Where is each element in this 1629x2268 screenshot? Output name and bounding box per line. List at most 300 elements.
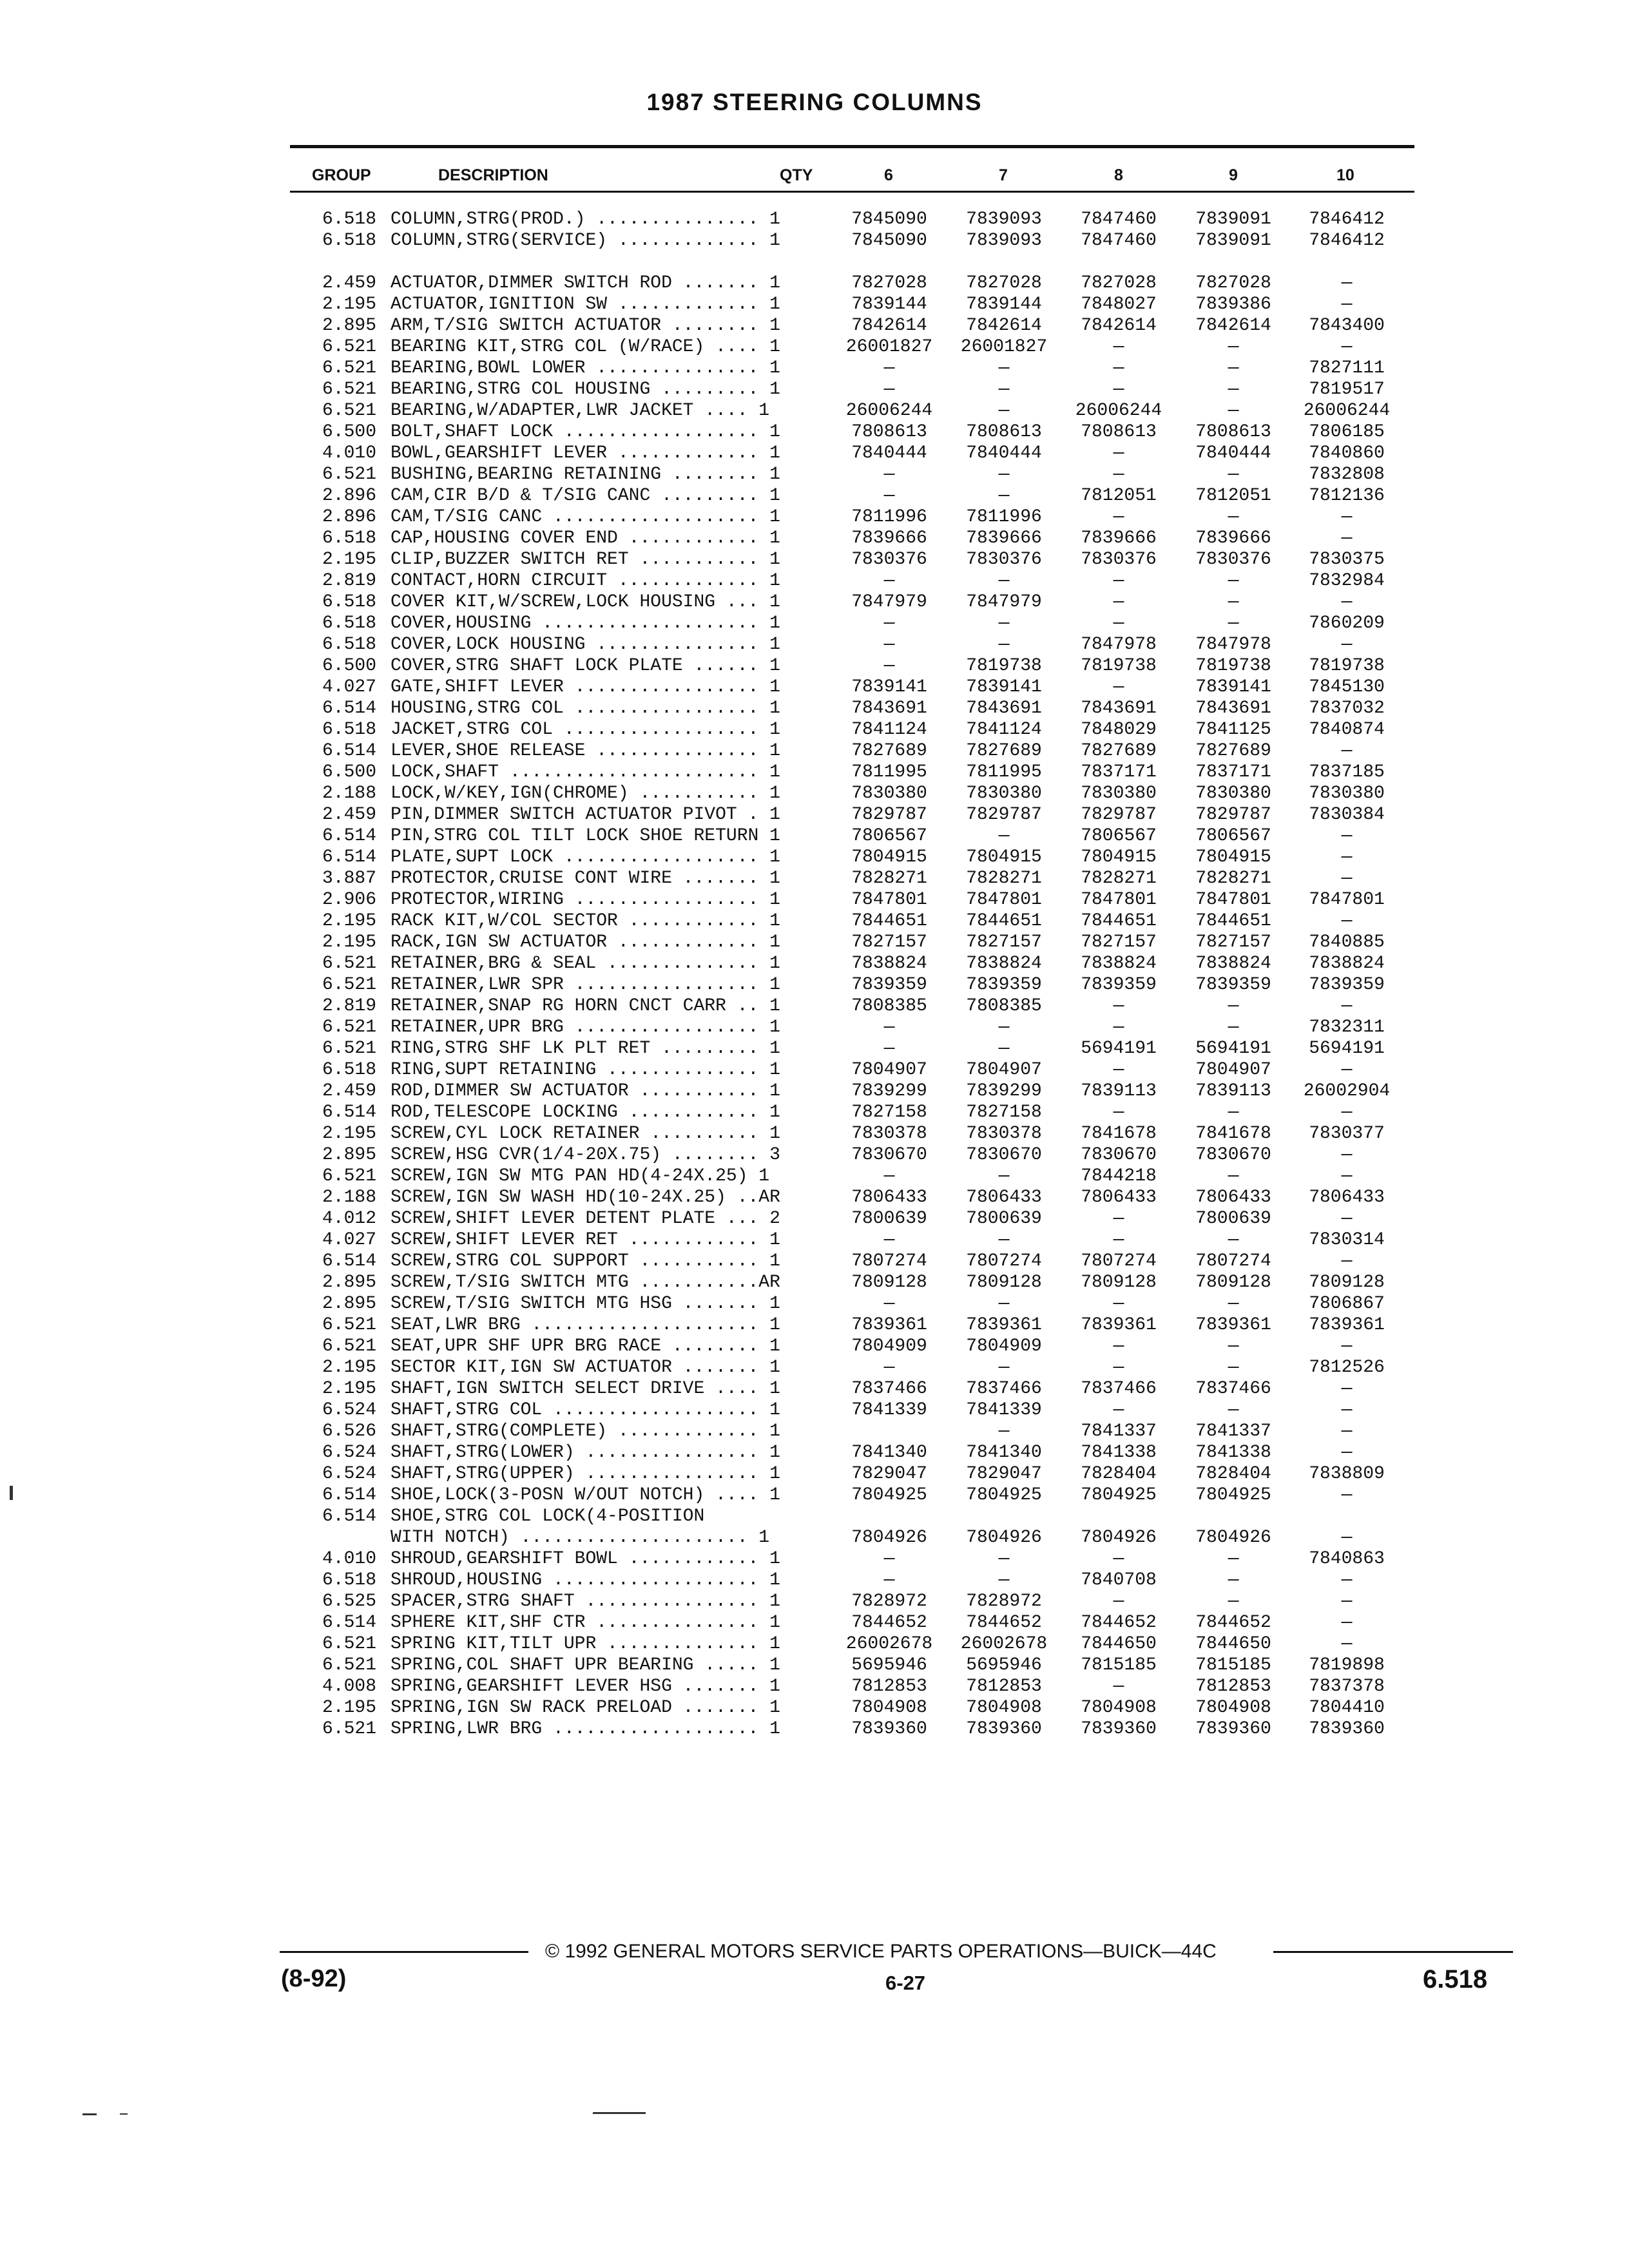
part-number-col-10: 7806867 [1309,1294,1385,1314]
part-number-col-9: 7839141 [1195,677,1271,697]
table-row [0,1314,1629,1336]
part-number-col-7: 26002678 [960,1634,1048,1654]
part-number-col-7: 7830376 [966,550,1042,570]
part-number-col-8: 7804908 [1081,1698,1157,1718]
part-number-col-7: 7847801 [966,890,1042,910]
part-number-col-6: 7800639 [851,1209,927,1229]
group-code: 6.514 [322,1485,376,1505]
part-number-col-10: 7837378 [1309,1677,1385,1696]
part-description: HOUSING,STRG COL ................. 1 [390,698,780,718]
part-number-col-8: 7837171 [1081,762,1157,782]
part-number-col-7: 26001827 [960,337,1048,357]
footer-rule-left [280,1951,528,1953]
part-number-col-9: — [1228,1230,1239,1250]
part-number-col-10: — [1341,1613,1353,1633]
part-description: CAP,HOUSING COVER END ............ 1 [390,528,780,548]
part-number-col-10: 7809128 [1309,1273,1385,1293]
part-description: ACTUATOR,IGNITION SW ............. 1 [390,294,780,314]
part-number-col-9: 7847801 [1195,890,1271,910]
group-code: 6.518 [322,592,376,612]
part-description: COVER KIT,W/SCREW,LOCK HOUSING ... 1 [390,592,780,612]
part-number-col-10: — [1341,1251,1353,1271]
part-number-col-7: 7827157 [966,932,1042,952]
table-row [0,1166,1629,1187]
part-description: ROD,TELESCOPE LOCKING ............ 1 [390,1102,780,1122]
group-code: 2.819 [322,996,376,1016]
part-description: GATE,SHIFT LEVER ................. 1 [390,677,780,697]
table-row [0,1229,1629,1251]
table-row [0,1336,1629,1357]
part-description: SCREW,SHIFT LEVER RET ............ 1 [390,1230,780,1250]
part-number-col-6: 7839144 [851,294,927,314]
part-description: BOLT,SHAFT LOCK .................. 1 [390,422,780,442]
group-code: 2.819 [322,571,376,591]
part-number-col-8: 7828404 [1081,1464,1157,1484]
part-number-col-7: 7830670 [966,1145,1042,1165]
part-number-col-9: 7828404 [1195,1464,1271,1484]
part-number-col-6: — [883,613,895,633]
group-code: 2.195 [322,1124,376,1144]
table-row [0,1463,1629,1485]
part-number-col-7: 7839361 [966,1315,1042,1335]
part-number-col-10: 7806433 [1309,1187,1385,1207]
part-description: SECTOR KIT,IGN SW ACTUATOR ....... 1 [390,1358,780,1378]
part-number-col-8: — [1113,1591,1124,1611]
part-number-col-6: 7838824 [851,954,927,974]
table-row [0,1399,1629,1421]
table-row [0,421,1629,443]
table-row [0,1081,1629,1102]
part-description: ARM,T/SIG SWITCH ACTUATOR ........ 1 [390,316,780,336]
group-code: 6.518 [322,635,376,655]
group-code: 2.895 [322,1294,376,1314]
part-number-col-6: 7828972 [851,1591,927,1611]
part-description: SHAFT,STRG COL ................... 1 [390,1400,780,1420]
part-description: SHOE,LOCK(3-POSN W/OUT NOTCH) .... 1 [390,1485,780,1505]
part-number-col-7: 7828271 [966,869,1042,889]
part-number-col-8: 7844651 [1081,911,1157,931]
part-number-col-7: — [998,1358,1010,1378]
part-number-col-9: — [1228,1336,1239,1356]
part-number-col-6: 7843691 [851,698,927,718]
part-number-col-9: 7840444 [1195,443,1271,463]
table-row [0,591,1629,613]
part-number-col-10: — [1341,528,1353,548]
part-number-col-6: 7830380 [851,783,927,803]
group-code: 3.887 [322,869,376,889]
part-number-col-7: — [998,1230,1010,1250]
part-number-col-7: 7839359 [966,975,1042,995]
part-number-col-10: 7832808 [1309,465,1385,485]
group-code: 2.195 [322,932,376,952]
part-description: COLUMN,STRG(SERVICE) ............. 1 [390,231,780,251]
group-code: 6.521 [322,1039,376,1059]
part-number-col-7: — [998,826,1010,846]
table-row [0,1038,1629,1059]
part-description: SCREW,IGN SW WASH HD(10-24X.25) ..AR [390,1187,780,1207]
part-number-col-8: 7839666 [1081,528,1157,548]
group-code: 4.027 [322,1230,376,1250]
part-number-col-10: 7845130 [1309,677,1385,697]
part-number-col-10: 7837185 [1309,762,1385,782]
part-number-col-7: 7844651 [966,911,1042,931]
part-number-col-9: 7800639 [1195,1209,1271,1229]
part-number-col-8: 7830670 [1081,1145,1157,1165]
part-number-col-7: 7804909 [966,1336,1042,1356]
part-number-col-8: 7827157 [1081,932,1157,952]
part-number-col-6: — [883,1017,895,1037]
part-number-col-7: 7808385 [966,996,1042,1016]
part-number-col-7: 7844652 [966,1613,1042,1633]
part-number-col-7: — [998,1039,1010,1059]
table-row [0,698,1629,719]
part-number-col-9: — [1228,571,1239,591]
part-description: SCREW,CYL LOCK RETAINER .......... 1 [390,1124,780,1144]
table-row [0,1442,1629,1463]
part-number-col-10: 7819898 [1309,1655,1385,1675]
part-number-col-9: — [1228,996,1239,1016]
part-number-col-10: 7838809 [1309,1464,1385,1484]
table-row [0,230,1629,251]
table-row [0,889,1629,910]
group-code: 6.518 [322,1060,376,1080]
part-number-col-9: — [1228,1570,1239,1590]
part-number-col-9: 7809128 [1195,1273,1271,1293]
part-number-col-6: 7840444 [851,443,927,463]
part-number-col-10: 7819738 [1309,656,1385,676]
group-code: 6.524 [322,1400,376,1420]
part-description: SHROUD,HOUSING ................... 1 [390,1570,780,1590]
part-description: SHAFT,STRG(COMPLETE) ............. 1 [390,1421,780,1441]
part-description: RING,SUPT RETAINING .............. 1 [390,1060,780,1080]
group-code: 2.895 [322,1273,376,1293]
part-description: PLATE,SUPT LOCK .................. 1 [390,847,780,867]
part-number-col-6: 7830670 [851,1145,927,1165]
part-number-col-8: — [1113,507,1124,527]
part-description: SCREW,IGN SW MTG PAN HD(4-24X.25) 1 [390,1166,770,1186]
part-number-col-6: — [883,571,895,591]
group-code: 2.188 [322,783,376,803]
part-number-col-8: 7839359 [1081,975,1157,995]
part-number-col-7: 7841124 [966,720,1042,740]
part-number-col-7: — [998,401,1010,421]
part-description: SPRING,IGN SW RACK PRELOAD ....... 1 [390,1698,780,1718]
col-header-7: 7 [999,166,1008,184]
part-number-col-9: 7804925 [1195,1485,1271,1505]
table-row [0,1527,1629,1548]
part-number-col-6: 7804907 [851,1060,927,1080]
scan-mark-bottom-1 [82,2113,97,2115]
part-description: BEARING,STRG COL HOUSING ......... 1 [390,380,780,399]
table-row [0,443,1629,464]
part-number-col-10: 26006244 [1303,401,1391,421]
part-number-col-7: 7827158 [966,1102,1042,1122]
part-number-col-9: 7843691 [1195,698,1271,718]
part-description: SPHERE KIT,SHF CTR ............... 1 [390,1613,780,1633]
part-number-col-6: — [883,465,895,485]
part-number-col-6: — [883,380,895,399]
part-number-col-6: 7804908 [851,1698,927,1718]
group-code: 2.459 [322,1081,376,1101]
table-row [0,1591,1629,1612]
part-number-col-10: 7819517 [1309,380,1385,399]
part-number-col-9: 7844652 [1195,1613,1271,1633]
part-description: SEAT,LWR BRG ..................... 1 [390,1315,780,1335]
part-number-col-9: 7815185 [1195,1655,1271,1675]
part-description: RACK KIT,W/COL SECTOR ............ 1 [390,911,780,931]
group-code: 6.514 [322,847,376,867]
part-number-col-6: — [883,1570,895,1590]
part-number-col-10: 7840863 [1309,1549,1385,1569]
part-number-col-7: 7809128 [966,1273,1042,1293]
part-description: SHAFT,STRG(UPPER) ................ 1 [390,1464,780,1484]
table-row [0,1144,1629,1166]
part-number-col-8: 7841338 [1081,1443,1157,1463]
part-number-col-9: 7839361 [1195,1315,1271,1335]
part-number-col-7: — [998,1166,1010,1186]
part-number-col-9: 7839360 [1195,1719,1271,1739]
part-number-col-9: — [1228,1549,1239,1569]
part-number-col-7: 7811995 [966,762,1042,782]
part-description: CAM,CIR B/D & T/SIG CANC ......... 1 [390,486,780,506]
part-number-col-7: 7828972 [966,1591,1042,1611]
part-number-col-10: — [1341,294,1353,314]
part-description: SCREW,T/SIG SWITCH MTG HSG ....... 1 [390,1294,780,1314]
part-number-col-10: — [1341,1443,1353,1463]
part-number-col-7: 7806433 [966,1187,1042,1207]
part-number-col-7: 7804926 [966,1528,1042,1548]
group-code: 6.521 [322,401,376,421]
table-row [0,1208,1629,1229]
part-number-col-9: 7827157 [1195,932,1271,952]
part-description: BOWL,GEARSHIFT LEVER ............. 1 [390,443,780,463]
part-number-col-8: 7804926 [1081,1528,1157,1548]
part-number-col-9: 7804907 [1195,1060,1271,1080]
part-number-col-7: — [998,1017,1010,1037]
part-number-col-10: 7840885 [1309,932,1385,952]
part-number-col-8: — [1113,613,1124,633]
part-description: SPACER,STRG SHAFT ................ 1 [390,1591,780,1611]
part-number-col-10: — [1341,826,1353,846]
part-number-col-10: — [1341,1060,1353,1080]
part-description: CONTACT,HORN CIRCUIT ............. 1 [390,571,780,591]
group-code: 6.521 [322,975,376,995]
part-number-col-9: — [1228,401,1239,421]
group-code: 6.500 [322,762,376,782]
part-number-col-7: 7839666 [966,528,1042,548]
part-description: BEARING,BOWL LOWER ............... 1 [390,358,780,378]
group-code: 6.514 [322,1102,376,1122]
part-number-col-8: 7827028 [1081,273,1157,293]
part-number-col-8: 7808613 [1081,422,1157,442]
part-number-col-6: 7807274 [851,1251,927,1271]
part-description: BEARING KIT,STRG COL (W/RACE) .... 1 [390,337,780,357]
part-number-col-10: 7847801 [1309,890,1385,910]
part-number-col-10: — [1341,1400,1353,1420]
table-row [0,974,1629,995]
table-row [0,485,1629,506]
group-code: 6.524 [322,1443,376,1463]
table-row [0,783,1629,804]
part-number-col-10: 5694191 [1309,1039,1385,1059]
part-number-col-9: — [1228,358,1239,378]
table-row [0,315,1629,336]
part-number-col-7: 7842614 [966,316,1042,336]
part-number-col-7: 7830380 [966,783,1042,803]
part-number-col-8: — [1113,1358,1124,1378]
part-description: CLIP,BUZZER SWITCH RET ........... 1 [390,550,780,570]
part-number-col-9: 7807274 [1195,1251,1271,1271]
part-number-col-9: 7841338 [1195,1443,1271,1463]
group-code: 6.521 [322,1336,376,1356]
part-number-col-6: 7806567 [851,826,927,846]
part-number-col-6: 7804925 [851,1485,927,1505]
part-number-col-10: 7830384 [1309,805,1385,825]
part-number-col-6: 7841339 [851,1400,927,1420]
part-number-col-10: 7830377 [1309,1124,1385,1144]
part-number-col-9: 7839091 [1195,231,1271,251]
table-row [0,634,1629,655]
part-number-col-6: — [883,635,895,655]
part-number-col-10: 7839361 [1309,1315,1385,1335]
table-row [0,910,1629,932]
part-description: PROTECTOR,CRUISE CONT WIRE ....... 1 [390,869,780,889]
part-number-col-6: 7841124 [851,720,927,740]
group-code: 6.521 [322,954,376,974]
group-code: 4.012 [322,1209,376,1229]
table-row [0,932,1629,953]
group-code: 2.896 [322,486,376,506]
group-code: 6.521 [322,1017,376,1037]
part-number-col-10: — [1341,869,1353,889]
part-number-col-10: — [1341,337,1353,357]
group-code: 6.500 [322,656,376,676]
footer-rule-right [1273,1951,1513,1953]
table-spacer [0,251,1629,273]
part-number-col-7: 7838824 [966,954,1042,974]
part-number-col-9: 7806567 [1195,826,1271,846]
group-code: 6.521 [322,465,376,485]
part-number-col-8: 7842614 [1081,316,1157,336]
part-number-col-7: 7804925 [966,1485,1042,1505]
part-description: LEVER,SHOE RELEASE ............... 1 [390,741,780,761]
part-number-col-10: — [1341,1634,1353,1654]
group-code: 6.521 [322,1655,376,1675]
part-number-col-10: 7812526 [1309,1358,1385,1378]
part-number-col-9: 7847978 [1195,635,1271,655]
part-number-col-6: 26006244 [845,401,933,421]
group-code: 2.195 [322,1379,376,1399]
part-number-col-10: 7839360 [1309,1719,1385,1739]
part-number-col-7: 7829047 [966,1464,1042,1484]
part-number-col-8: 7839113 [1081,1081,1157,1101]
part-number-col-7: — [998,1549,1010,1569]
part-description: SHAFT,IGN SWITCH SELECT DRIVE .... 1 [390,1379,780,1399]
part-number-col-6: 7841340 [851,1443,927,1463]
part-number-col-6: 26001827 [845,337,933,357]
part-number-col-7: — [998,465,1010,485]
part-number-col-9: 7830670 [1195,1145,1271,1165]
part-number-col-9: 7827028 [1195,273,1271,293]
part-number-col-6: 7804926 [851,1528,927,1548]
part-number-col-6: 7811995 [851,762,927,782]
part-number-col-6: — [883,1358,895,1378]
part-number-col-7: 7804915 [966,847,1042,867]
part-number-col-8: — [1113,1209,1124,1229]
part-number-col-10: — [1341,635,1353,655]
table-row [0,1357,1629,1378]
group-code: 2.459 [322,805,376,825]
group-code: 6.518 [322,528,376,548]
part-number-col-9: 7827689 [1195,741,1271,761]
part-description: PROTECTOR,WIRING ................. 1 [390,890,780,910]
table-row [0,400,1629,421]
group-code: 2.895 [322,316,376,336]
part-number-col-10: 7832984 [1309,571,1385,591]
table-row [0,209,1629,230]
group-code: 4.010 [322,1549,376,1569]
table-row [0,677,1629,698]
part-description: SHROUD,GEARSHIFT BOWL ............ 1 [390,1549,780,1569]
part-number-col-8: — [1113,592,1124,612]
part-number-col-7: 7839141 [966,677,1042,697]
part-number-col-9: — [1228,1358,1239,1378]
group-code: 6.526 [322,1421,376,1441]
part-number-col-9: — [1228,1294,1239,1314]
part-number-col-8: 7804925 [1081,1485,1157,1505]
part-number-col-10: 7830375 [1309,550,1385,570]
part-number-col-7: 7827028 [966,273,1042,293]
part-number-col-8: 7819738 [1081,656,1157,676]
part-description: CAM,T/SIG CANC ................... 1 [390,507,780,527]
part-number-col-8: — [1113,443,1124,463]
part-number-col-9: 7841678 [1195,1124,1271,1144]
group-code: 6.500 [322,422,376,442]
part-number-col-7: — [998,635,1010,655]
scan-mark-left [10,1486,13,1500]
group-code: 6.521 [322,1719,376,1739]
part-number-col-9: 7841337 [1195,1421,1271,1441]
part-number-col-7: 5695946 [966,1655,1042,1675]
part-number-col-9: 7839666 [1195,528,1271,548]
part-description: WITH NOTCH) ..................... 1 [390,1528,770,1548]
part-number-col-8: — [1113,337,1124,357]
table-row [0,995,1629,1017]
part-number-col-10: — [1341,1102,1353,1122]
part-number-col-9: — [1228,507,1239,527]
part-number-col-6: 7804909 [851,1336,927,1356]
group-code: 6.524 [322,1464,376,1484]
part-description: RETAINER,UPR BRG ................. 1 [390,1017,780,1037]
part-number-col-9: 7839386 [1195,294,1271,314]
group-code: 6.525 [322,1591,376,1611]
part-description: PIN,STRG COL TILT LOCK SHOE RETURN 1 [390,826,780,846]
part-description: LOCK,SHAFT ....................... 1 [390,762,780,782]
part-number-col-10: — [1341,1379,1353,1399]
part-number-col-10: 7832311 [1309,1017,1385,1037]
part-number-col-10: — [1341,1336,1353,1356]
table-row [0,1570,1629,1591]
part-number-col-6: 7844651 [851,911,927,931]
part-number-col-10: 7837032 [1309,698,1385,718]
part-number-col-9: 7819738 [1195,656,1271,676]
table-row [0,506,1629,528]
part-number-col-10: — [1341,1145,1353,1165]
group-code: 6.514 [322,698,376,718]
table-row [0,740,1629,762]
part-number-col-8: 7844650 [1081,1634,1157,1654]
part-number-col-10: 7840860 [1309,443,1385,463]
